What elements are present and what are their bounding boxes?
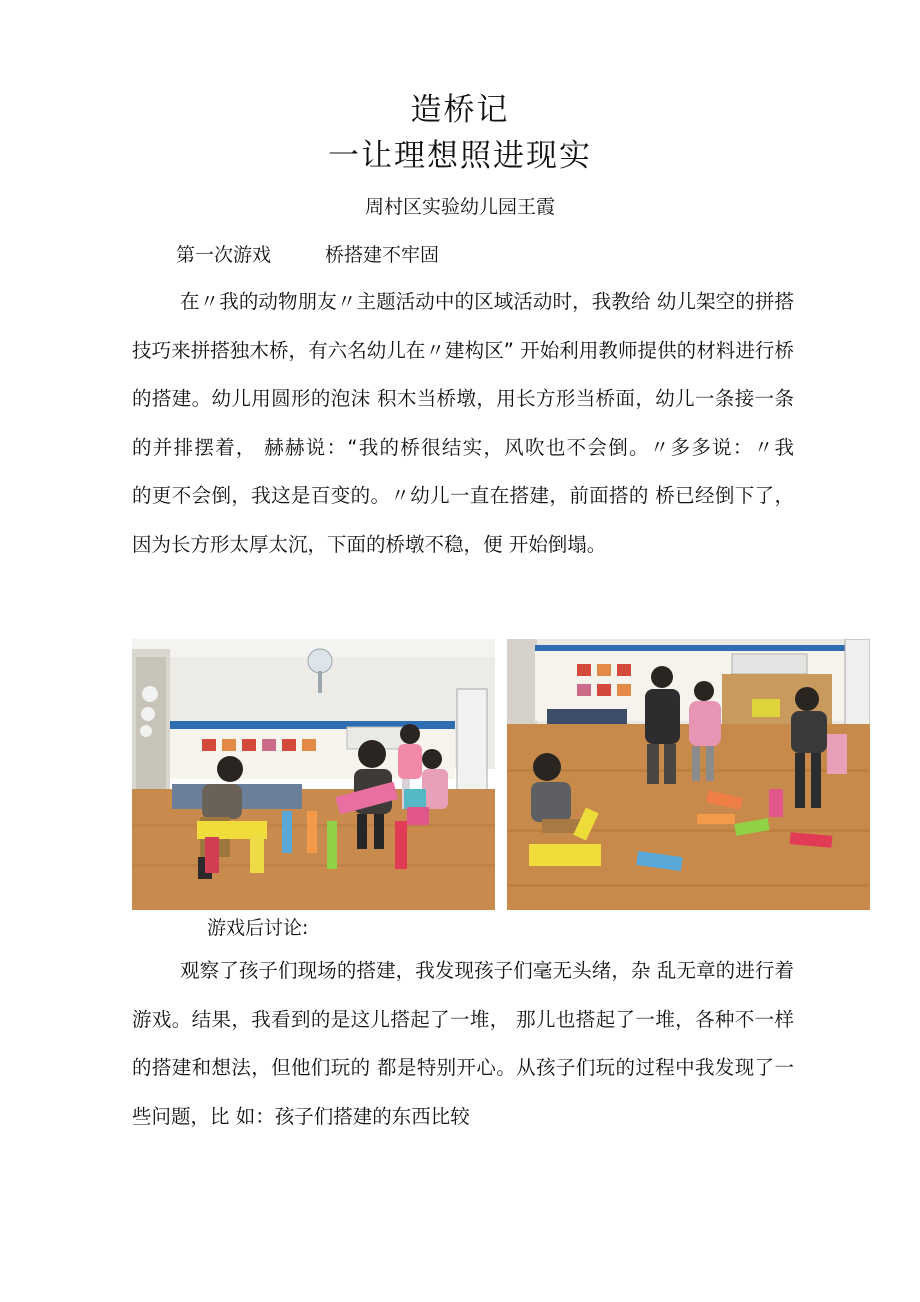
photo-children-building-2 [507, 639, 870, 910]
author-line: 周村区实验幼儿园王霞 [364, 196, 555, 218]
photo-children-building-1 [132, 639, 495, 910]
document-subtitle: 一让理想照进现实 [328, 138, 592, 174]
photo-caption: 游戏后讨论: [207, 917, 309, 939]
paragraph-discussion: 观察了孩子们现场的搭建，我发现孩子们毫无头绪，杂 乱无章的进行着游戏。结果，我看到的是这儿搭起了一堆， 那儿也搭起了一堆，各种不一样的搭建和想法，但他们玩的 都是特别开心。从孩子们玩的过程中我发现了一些问题，比 如：孩子们搭建的东西比较 [132, 959, 794, 1128]
section-title: 桥搭建不牢固 [325, 244, 440, 266]
paragraph-first-game: 在〃我的动物朋友〃主题活动中的区域活动时，我教给 幼儿架空的拼搭技巧来拼搭独木桥，有六名幼儿在〃建构区” 开始利用教师提供的材料进行桥的搭建。幼儿用圆形的泡沫 积木当桥墩，用长方形当桥面，幼儿一条接一条的并排摆着， 赫赫说：“我的桥很结实，风吹也不会倒。〃多多说：〃我 的更不会倒，我这是百变的。〃幼儿一直在搭建，前面搭的 桥已经倒下了，因为长方形太厚太沉，下面的桥墩不稳，便 开始倒塌。 [132, 290, 834, 556]
section-heading [176, 240, 439, 267]
document-title: 造桥记 [410, 92, 510, 128]
section-label: 第一次游戏 [176, 244, 272, 266]
